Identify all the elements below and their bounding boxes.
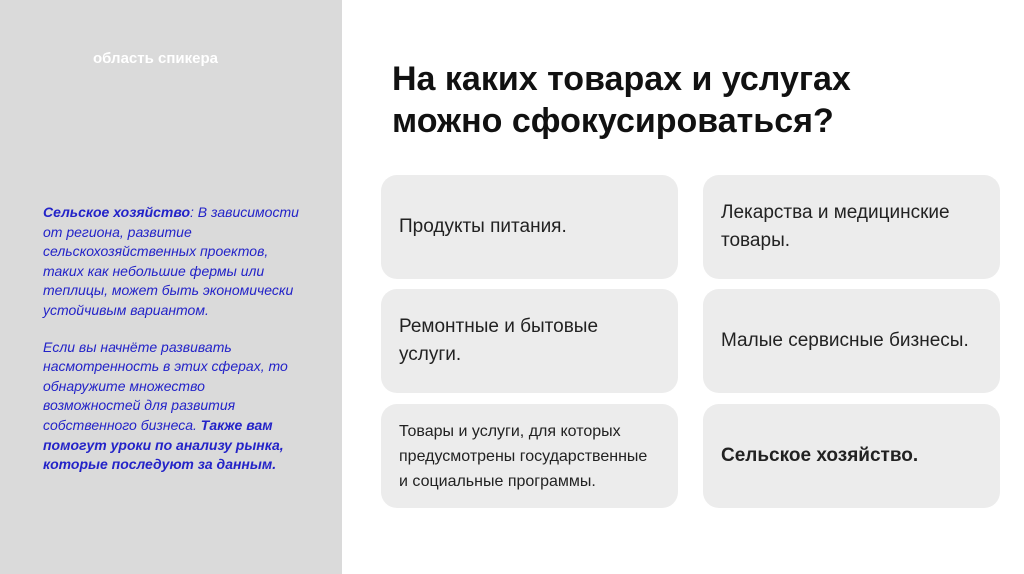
- speaker-note-2-text: Если вы начнёте развивать насмотренность в этих сферах, то обнаружите множество возможностей для развития собственного бизнеса.: [43, 338, 288, 433]
- slide-title: На каких товарах и услугах можно сфокусироваться?: [392, 60, 851, 140]
- card-agriculture: [703, 404, 1000, 508]
- speaker-note-1-text: : В зависимости от региона, развитие сельскохозяйственных проектов, таких как небольшие фермы или теплицы, может быть экономически устойчивым вариантом.: [43, 204, 299, 318]
- card-medicine: [703, 175, 1000, 279]
- card-agriculture-label: Сельское хозяйство.: [721, 445, 919, 466]
- speaker-note-2-bold: Также вам помогут уроки по анализу рынка, которые последуют за данным.: [43, 416, 284, 473]
- card-food-label: Продукты питания.: [399, 216, 567, 237]
- card-small-service-business-label: Малые сервисные бизнесы.: [721, 330, 969, 351]
- card-small-service-business: [703, 289, 1000, 393]
- speaker-panel: [0, 0, 342, 574]
- card-government-programs-label: Товары и услуги, для которых предусмотрены государственные и социальные программы.: [399, 422, 648, 490]
- card-repair-services-label: Ремонтные и бытовые услуги.: [399, 316, 599, 365]
- speaker-note-1: [43, 203, 305, 321]
- speaker-note-1-bold: Сельское хозяйство: [43, 204, 191, 220]
- card-food: [381, 175, 678, 279]
- speaker-note-2: [43, 338, 305, 475]
- speaker-area-label: область спикера: [93, 50, 218, 67]
- card-medicine-label: Лекарства и медицинские товары.: [721, 202, 950, 251]
- card-repair-services: [381, 289, 678, 393]
- card-government-programs: [381, 404, 678, 508]
- speaker-notes: [43, 203, 305, 492]
